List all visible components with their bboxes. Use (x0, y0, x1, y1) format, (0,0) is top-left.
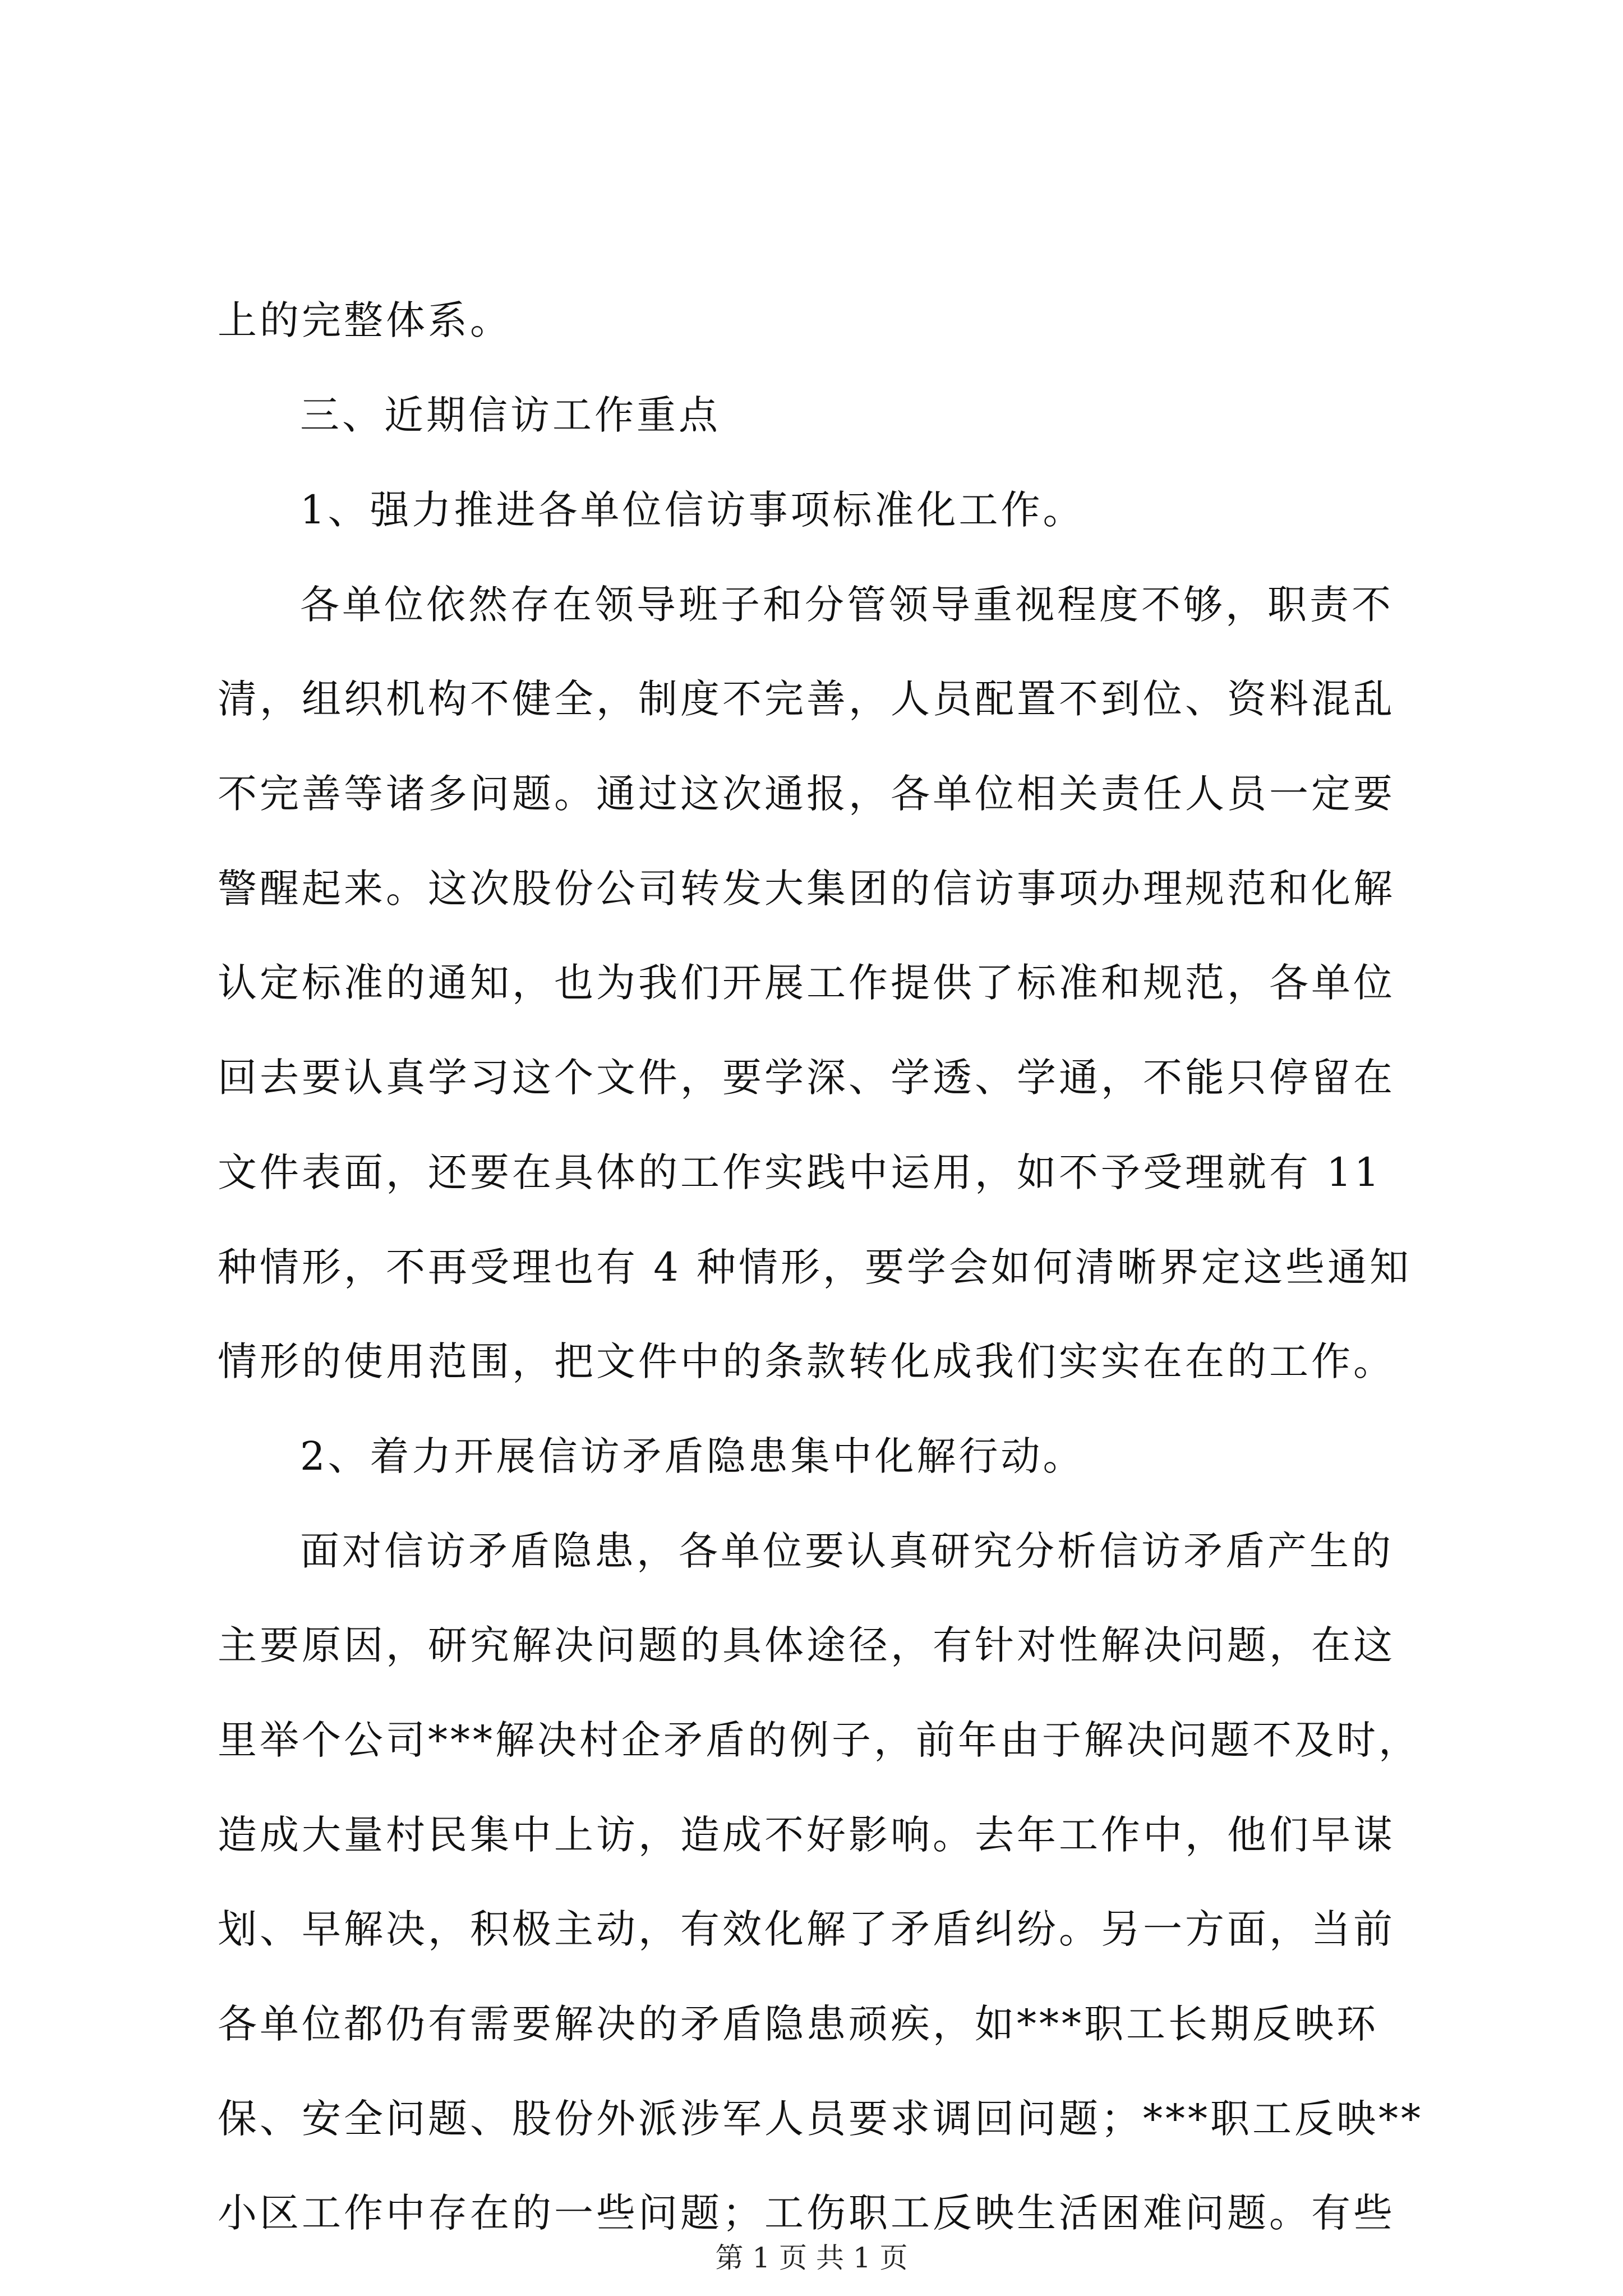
paragraph-line: 造成大量村民集中上访，造成不好影响。去年工作中，他们早谋 (218, 1812, 1395, 1858)
paragraph-line: 面对信访矛盾隐患，各单位要认真研究分析信访矛盾产生的 (300, 1528, 1394, 1574)
paragraph-line: 回去要认真学习这个文件，要学深、学透、学通，不能只停留在 (218, 1055, 1395, 1101)
paragraph-line: 主要原因，研究解决问题的具体途径，有针对性解决问题，在这 (218, 1622, 1395, 1668)
paragraph-line: 小区工作中存在的一些问题；工伤职工反映生活困难问题。有些 (218, 2190, 1395, 2236)
paragraph-line: 文件表面，还要在具体的工作实践中运用，如不予受理就有 11 (218, 1149, 1382, 1195)
subsection-heading: 2、着力开展信访矛盾隐患集中化解行动。 (300, 1433, 1085, 1479)
paragraph-line: 里举个公司***解决村企矛盾的例子，前年由于解决问题不及时， (218, 1717, 1421, 1763)
paragraph-line: 清，组织机构不健全，制度不完善，人员配置不到位、资料混乱 (218, 676, 1395, 722)
paragraph-line: 警醒起来。这次股份公司转发大集团的信访事项办理规范和化解 (218, 866, 1395, 912)
page-footer: 第 1 页 共 1 页 (715, 2242, 908, 2274)
paragraph-line: 各单位依然存在领导班子和分管领导重视程度不够，职责不 (300, 582, 1394, 628)
paragraph-line: 认定标准的通知，也为我们开展工作提供了标准和规范，各单位 (218, 960, 1395, 1006)
text-line: 上的完整体系。 (218, 297, 512, 343)
paragraph-line: 保、安全问题、股份外派涉军人员要求调回问题；***职工反映** (218, 2096, 1423, 2142)
section-heading: 三、近期信访工作重点 (300, 392, 721, 438)
paragraph-line: 各单位都仍有需要解决的矛盾隐患顽疾，如***职工长期反映环 (218, 2001, 1378, 2047)
paragraph-line: 划、早解决，积极主动，有效化解了矛盾纠纷。另一方面，当前 (218, 1906, 1395, 1952)
paragraph-line: 情形的使用范围，把文件中的条款转化成我们实实在在的工作。 (218, 1338, 1395, 1384)
subsection-heading: 1、强力推进各单位信访事项标准化工作。 (300, 487, 1085, 533)
paragraph-line: 种情形，不再受理也有 4 种情形，要学会如何清晰界定这些通知 (218, 1244, 1412, 1290)
paragraph-line: 不完善等诸多问题。通过这次通报，各单位相关责任人员一定要 (218, 771, 1395, 817)
